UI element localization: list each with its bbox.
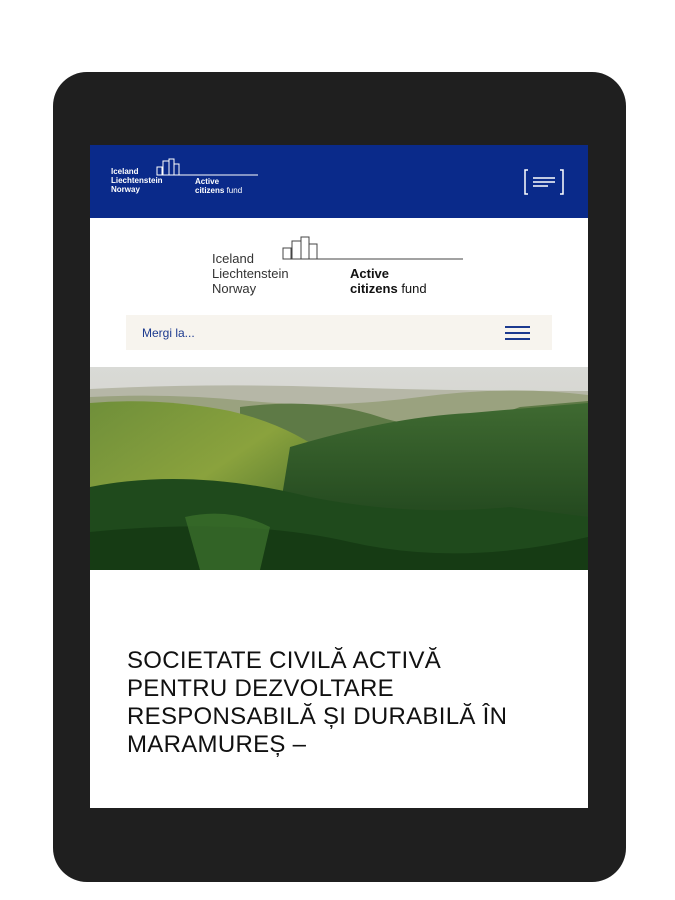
brand-logo[interactable]	[210, 235, 470, 300]
header-logo-fund	[195, 177, 242, 195]
menu-icon[interactable]	[524, 169, 564, 195]
brand-fundword: fund	[401, 281, 427, 296]
top-header	[90, 145, 588, 218]
brand-active: Active	[350, 266, 390, 281]
screen	[90, 145, 588, 808]
header-logo-liechtenstein: Liechtenstein	[111, 176, 163, 185]
header-logo-active: Active	[195, 177, 220, 186]
brand-fund	[350, 266, 427, 296]
header-logo-citizens: citizens	[195, 186, 225, 195]
article-title: SOCIETATE CIVILĂ ACTIVĂ PENTRU DEZVOLTARE RESPONSABILĂ ȘI DURABILĂ ÎN MARAMUREȘ –	[127, 647, 508, 758]
brand-citizens: citizens	[350, 281, 398, 296]
goto-menu[interactable]	[126, 315, 552, 350]
hero-forest-image	[90, 367, 588, 570]
header-logo-iceland: Iceland	[111, 167, 139, 176]
header-logo-fundword: fund	[226, 186, 243, 195]
goto-label: Mergi la...	[142, 326, 195, 340]
header-logo-norway: Norway	[111, 185, 140, 194]
brand-skyline-icon	[280, 235, 465, 265]
brand-iceland: Iceland	[212, 251, 254, 266]
hamburger-icon[interactable]	[505, 326, 530, 340]
brand-countries	[212, 251, 289, 296]
brand-norway: Norway	[212, 281, 257, 296]
brand-liechtenstein: Liechtenstein	[212, 266, 289, 281]
